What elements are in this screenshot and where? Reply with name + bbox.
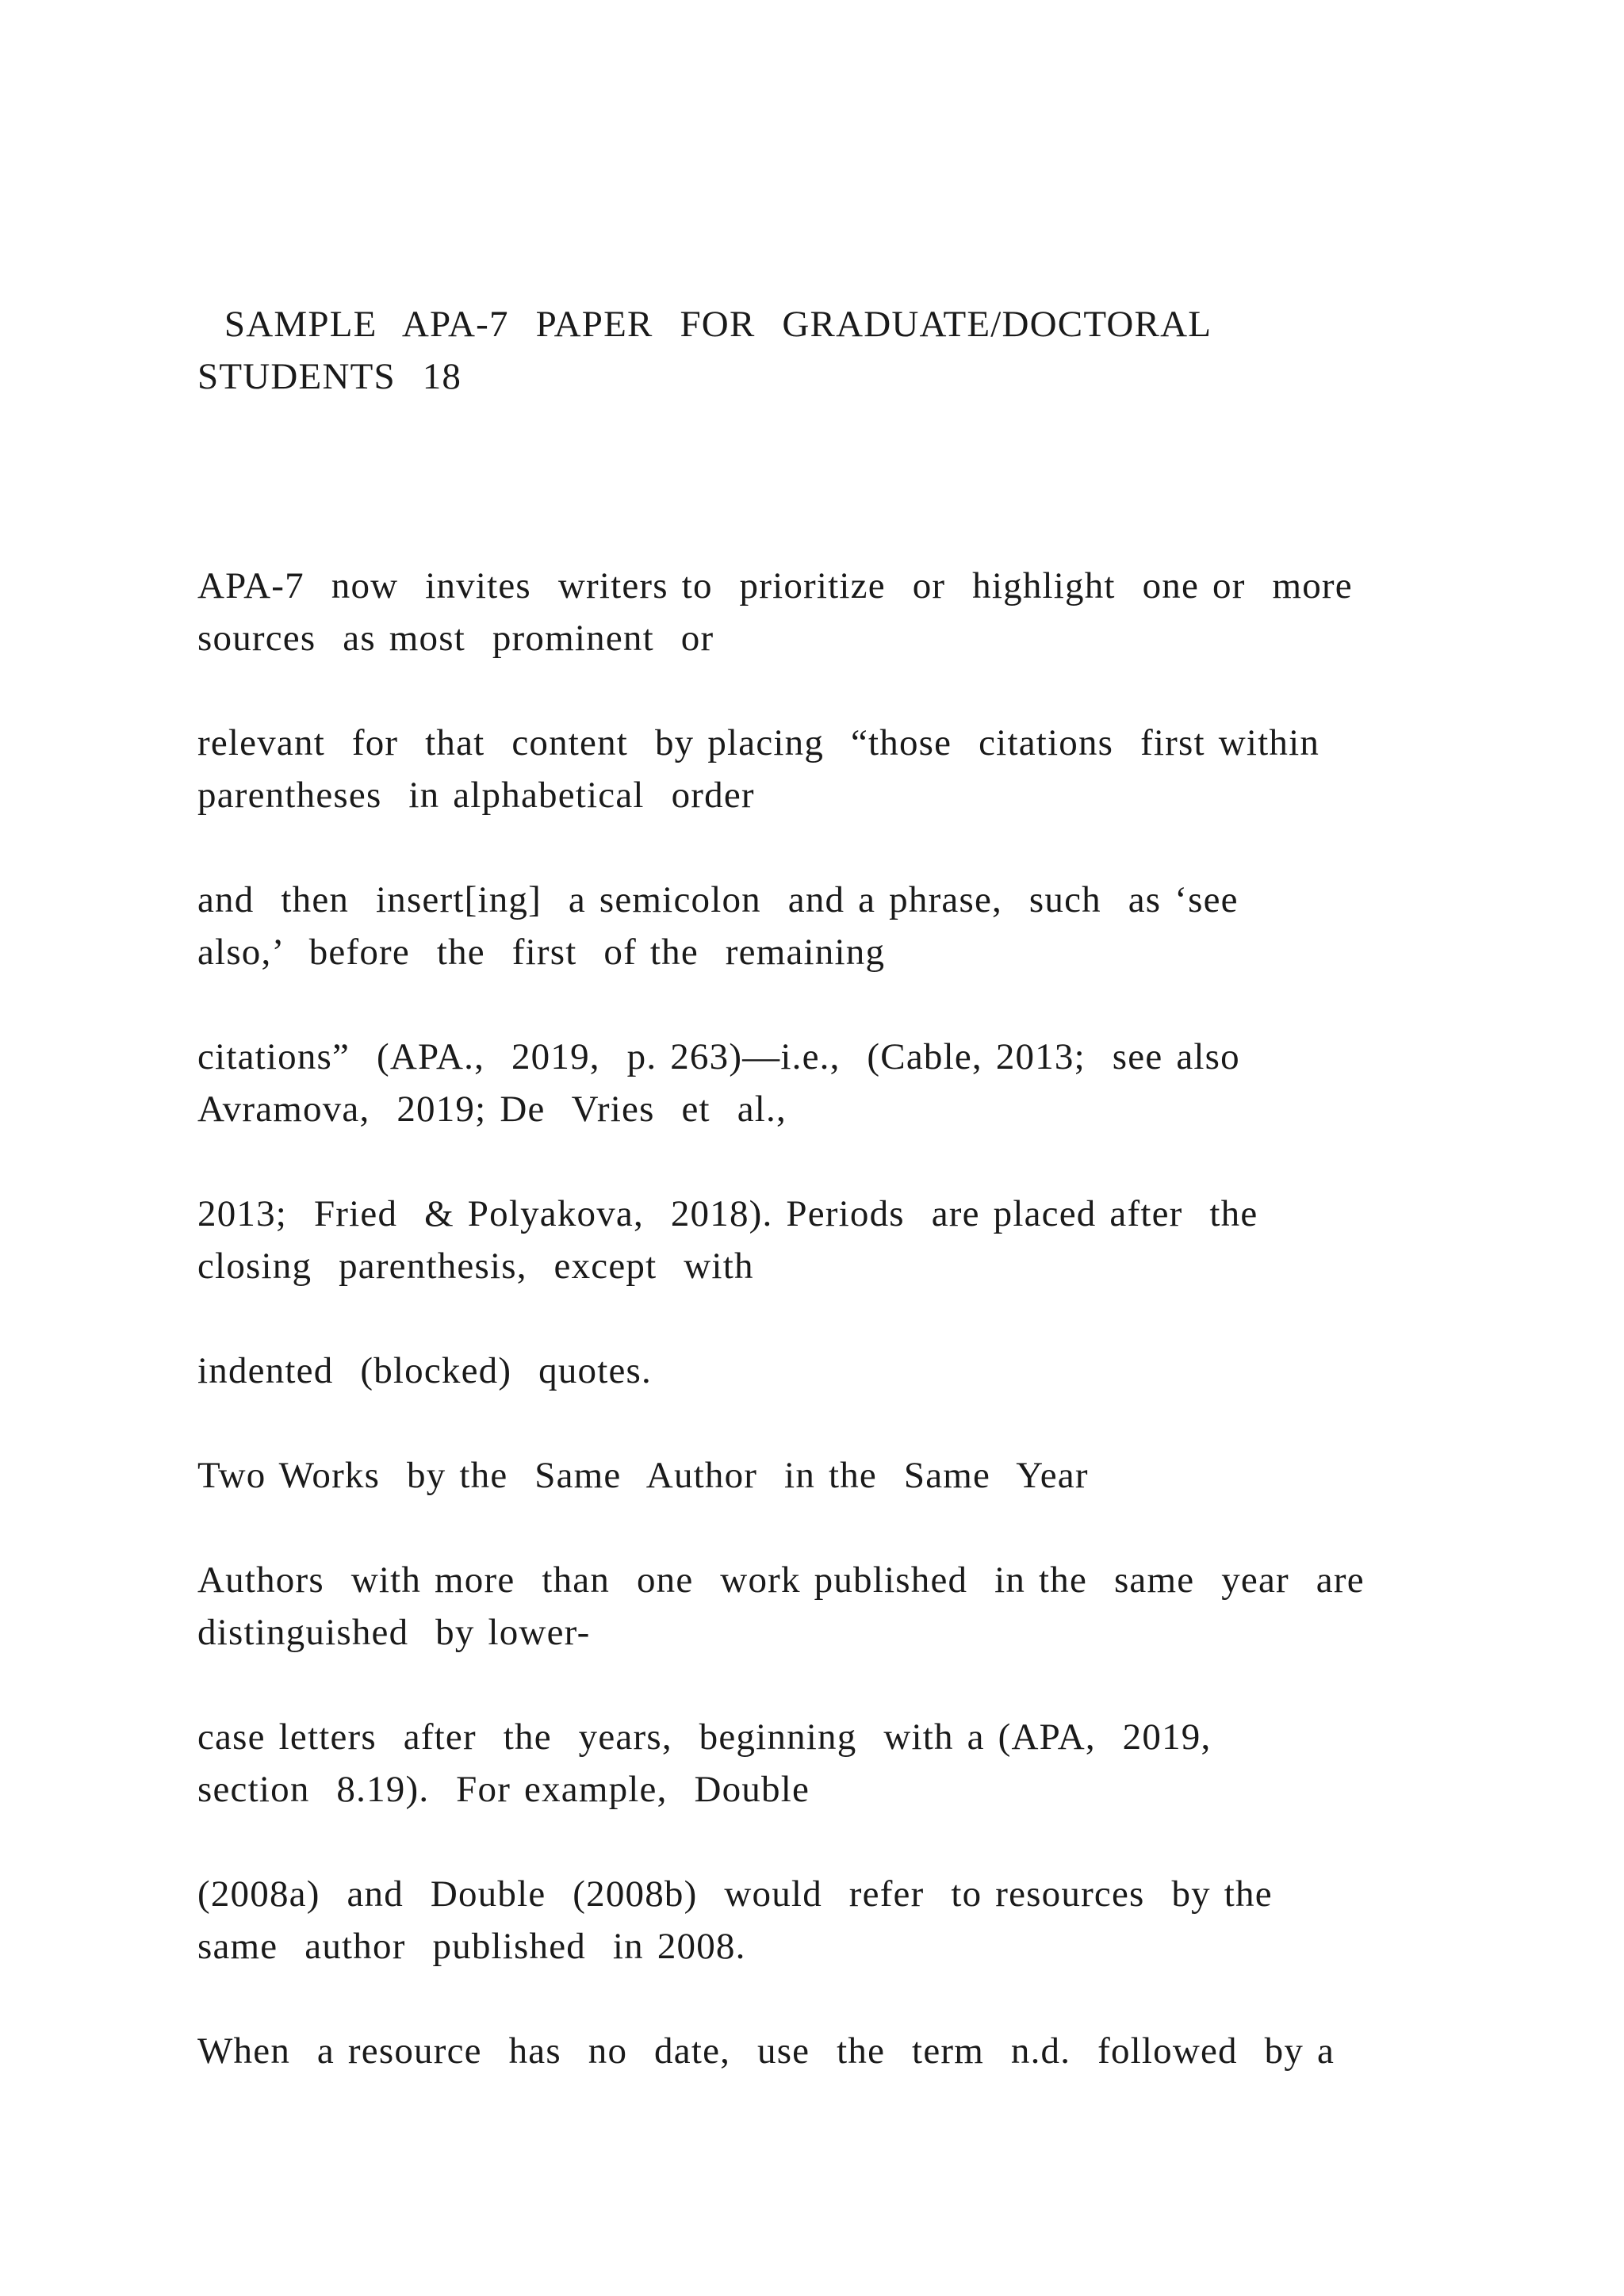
paragraph-2-line-1: relevant for that content by placing “those citations first within [197,722,1320,763]
paragraph-4-line-1: citations” (APA., 2019, p. 263)—i.e., (Cable, 2013; see also [197,1036,1240,1077]
paragraph-4-line-2: Avramova, 2019; De Vries et al., [197,1089,787,1130]
paragraph-3-line-1: and then insert[ing] a semicolon and a phrase, such as ‘see [197,879,1239,920]
paragraph-9-line-2: section 8.19). For example, Double [197,1769,810,1810]
paragraph-6-line-1: indented (blocked) quotes. [197,1350,652,1391]
paragraph-10-line-1: (2008a) and Double (2008b) would refer to resources by the [197,1873,1273,1915]
paragraph-11-line-1: When a resource has no date, use the term n.d. followed by a [197,2030,1335,2072]
paragraph-2-line-2: parentheses in alphabetical order [197,775,755,816]
paragraph-1-line-1: APA-7 now invites writers to prioritize or highlight one or more [197,565,1353,607]
paragraph-1-line-2: sources as most prominent or [197,618,714,659]
paragraph-5-line-2: closing parenthesis, except with [197,1246,754,1287]
paragraph-8-line-1: Authors with more than one work published in the same year are [197,1559,1365,1601]
paragraph-9-line-1: case letters after the years, beginning with a (APA, 2019, [197,1716,1212,1758]
running-head-line-2: STUDENTS 18 [197,356,462,397]
paragraph-10-line-2: same author published in 2008. [197,1926,746,1967]
paragraph-3-line-2: also,’ before the first of the remaining [197,932,886,973]
paragraph-8-line-2: distinguished by lower- [197,1612,591,1653]
section-heading: Two Works by the Same Author in the Same Year [197,1455,1089,1496]
paragraph-5-line-1: 2013; Fried & Polyakova, 2018). Periods are placed after the [197,1193,1258,1234]
running-head-line-1: SAMPLE APA-7 PAPER FOR GRADUATE/DOCTORAL [197,304,1212,345]
